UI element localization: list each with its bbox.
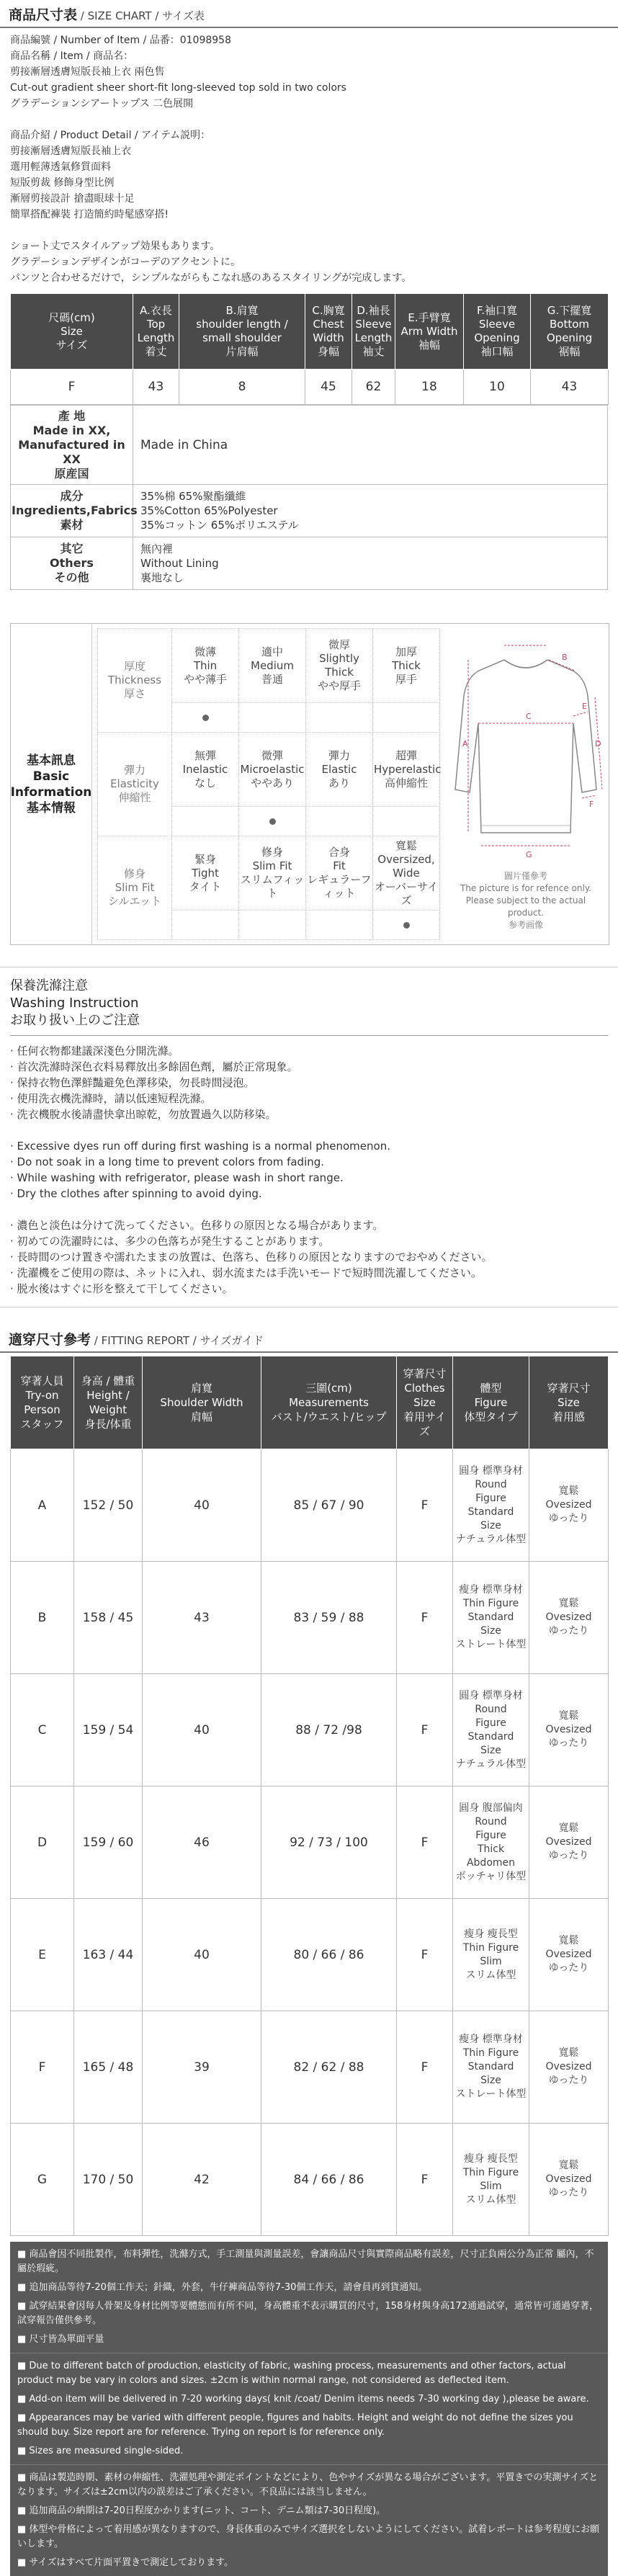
size-cell: 43: [133, 370, 179, 405]
product-line: パンツと合わせるだけで，シンプルながらもこなれ感のあるスタイリングが完成します。: [10, 272, 412, 284]
property-dot-cell: [239, 911, 306, 940]
fitting-row: [11, 1562, 609, 1674]
fitting-cell: 84 / 66 / 86: [261, 2124, 397, 2236]
origin-value: Made in China: [133, 406, 608, 485]
diagram-letter: B: [562, 653, 568, 662]
property-option: 緊身 Tight タイト: [172, 836, 239, 911]
caption-line: Please subject to the actual product.: [465, 895, 586, 918]
note-line: ■ Appearances may be varied with different people, figures and habits. Height and weight do not define the sizes you should buy. Size report are for reference. Trying on report is for reference only.: [17, 2412, 573, 2438]
property-option: 微彈 Microelastic ややあり: [239, 733, 306, 807]
property-option: 適中 Medium 普通: [239, 629, 306, 703]
washing-title-jp: お取り扱い上のご注意: [10, 1013, 140, 1028]
property-dot-cell: [172, 807, 239, 836]
fitting-header-cell: 三圍(cm) Measurements バスト/ウエスト/ヒップ: [261, 1356, 397, 1449]
fitting-cell: 40: [143, 1449, 261, 1562]
fitting-cell: E: [11, 1899, 74, 2011]
property-dot-cell: [373, 807, 440, 836]
property-dot-cell: [306, 807, 373, 836]
fitting-cell: 寬鬆 Ovesized ゆったり: [529, 2011, 609, 2124]
fitting-header-cell: 肩寬 Shoulder Width 肩幅: [143, 1356, 261, 1449]
fitting-cell: 159 / 60: [74, 1786, 143, 1899]
property-dot-cell: [306, 703, 373, 733]
fitting-cell: 82 / 62 / 88: [261, 2011, 397, 2124]
washing-en: [0, 1137, 618, 1203]
composition-value: [133, 485, 608, 537]
property-dot-cell: [239, 807, 306, 836]
note-line: ■ 商品會因不同批製作，布料彈性，洗滌方式，手工測量與測量誤差，會讓商品尺寸與實際商品略有誤差，尺寸正負兩公分為正常 屬內，不屬於瑕疵。: [17, 2249, 594, 2274]
basic-info-panel: [10, 623, 609, 945]
size-cell: 43: [531, 370, 609, 405]
size-cell: 45: [305, 370, 352, 405]
washing-line: · 洗濯機をご使用の際は、ネットに入れ、弱水流または手洗いモードで短時間洗濯してください。: [10, 1266, 482, 1279]
fitting-cell: F: [397, 1449, 453, 1562]
product-line: 商品名稱 / Item / 商品名：: [10, 50, 134, 62]
diagram-letter: D: [595, 739, 601, 748]
washing-line: · While washing with refrigerator, please wash in short range.: [10, 1171, 344, 1184]
property-option: 加厚 Thick 厚手: [373, 629, 440, 703]
note-line: ■ 商品は製造時期、素材の伸縮性、洗濯処理や測定ポイントなどにより、色やサイズが異なる場合がございます。平置きでの実測サイズとなります。サイズは±2cm以内の誤差はご了承ください。不良品には該当しません。: [17, 2472, 599, 2497]
product-description: [0, 31, 618, 287]
fitting-cell: 80 / 66 / 86: [261, 1899, 397, 2011]
fitting-cell: 158 / 45: [74, 1562, 143, 1674]
notes-zh: [10, 2242, 608, 2353]
washing-line: · 初めての洗濯時には、多少の色落ちが発生することがあります。: [10, 1235, 330, 1248]
others-label-zh: 其它: [60, 542, 84, 555]
fitting-cell: 40: [143, 1674, 261, 1786]
size-cell: 18: [395, 370, 464, 405]
origin-label-en: Made in XX, Manufactured in XX: [18, 423, 125, 466]
size-chart-title: [0, 0, 618, 28]
size-cell: 8: [179, 370, 305, 405]
fitting-cell: 163 / 44: [74, 1899, 143, 2011]
fitting-row: [11, 2124, 609, 2236]
property-grid: [97, 628, 440, 940]
property-option: 修身 Slim Fit スリムフィット: [239, 836, 306, 911]
note-line: ■ Sizes are measured single-sided.: [17, 2446, 184, 2456]
notes-jp: [10, 2465, 608, 2576]
washing-line: · 濃色と淡色は分けて洗ってください。色移りの原因となる場合があります。: [10, 1219, 384, 1232]
fitting-cell: G: [11, 2124, 74, 2236]
fitting-cell: 瘦身 瘦長型 Thin Figure Slim スリム体型: [453, 2124, 529, 2236]
size-header-cell: C.胸寬 Chest Width 身幅: [305, 294, 352, 370]
property-option: 超彈 Hyperelastic 高伸縮性: [373, 733, 440, 807]
product-line: [10, 223, 608, 238]
fitting-cell: F: [397, 2011, 453, 2124]
fitting-cell: 瘦身 瘦長型 Thin Figure Slim スリム体型: [453, 1899, 529, 2011]
fitting-cell: 寬鬆 Ovesized ゆったり: [529, 2124, 609, 2236]
washing-line: · 保持衣物色澤鮮豔避免色澤移染，勿長時間浸泡。: [10, 1076, 255, 1089]
fitting-report-title: [0, 1325, 618, 1353]
size-header-cell: A.衣長 Top Length 着丈: [133, 294, 179, 370]
others-zh: 無內裡: [140, 542, 174, 555]
note-line: ■ 試穿結果會因每人骨架及身材比例等要體態而有所不同，身高體重不表示購買的尺寸，158身材與身高172通過試穿，通常皆可通過穿著，試穿報告僅供參考。: [17, 2301, 599, 2326]
others-en: Without Lining: [140, 557, 219, 570]
fitting-cell: 圓身 標準身材 Round Figure Standard Size ナチュラル体型: [453, 1674, 529, 1786]
others-jp: 裏地なし: [140, 571, 184, 584]
property-option: 無彈 Inelastic なし: [172, 733, 239, 807]
fitting-cell: 寬鬆 Ovesized ゆったり: [529, 1674, 609, 1786]
washing-title-en: Washing Instruction: [10, 996, 139, 1011]
property-dot-cell: [172, 911, 239, 940]
washing-line: · 脱水後はすぐに形を整えて干してください。: [10, 1282, 233, 1295]
size-cell: 62: [352, 370, 395, 405]
note-line: ■ Add-on item will be delivered in 7-20 working days( knit /coat/ Denim items needs 7-30 working day ),please be aware.: [17, 2394, 589, 2405]
fitting-cell: 46: [143, 1786, 261, 1899]
size-table: [10, 293, 609, 405]
note-line: ■ Due to different batch of production, elasticity of fabric, washing process, measurements and other factors, actual product may be vary in colors and sizes. ±2cm is within normal range, not considered as deflected item.: [17, 2361, 566, 2386]
product-line: 簡單搭配褲裝 打造簡約時髦感穿搭!: [10, 209, 169, 220]
property-dot-cell: [172, 703, 239, 733]
note-line: ■ 追加商品の納期は7-20日程度かかります(ニット、コート、デニム類は7-30日程度)。: [17, 2505, 386, 2516]
caption-line: 圖片僅參考: [503, 871, 547, 881]
washing-line: · 洗衣機脫水後請盡快拿出晾乾，勿放置過久以防移染。: [10, 1108, 277, 1121]
fitting-cell: 寬鬆 Ovesized ゆったり: [529, 1786, 609, 1899]
size-header-cell: F.袖口寬 Sleeve Opening 袖口幅: [464, 294, 531, 370]
fitting-cell: D: [11, 1786, 74, 1899]
composition-row: [11, 485, 608, 537]
basic-info-label: 基本訊息 Basic Information 基本情報: [11, 624, 92, 944]
fitting-cell: 170 / 50: [74, 2124, 143, 2236]
product-line: 漸層剪接設計 搶盡眼球十足: [10, 193, 135, 205]
fitting-cell: 43: [143, 1562, 261, 1674]
product-line: 剪接漸層透膚短版長袖上衣 兩色售: [10, 66, 165, 78]
washing-title: [0, 967, 618, 1031]
origin-label: [11, 406, 133, 485]
size-table-header: [11, 294, 609, 370]
fitting-cell: F: [397, 1899, 453, 2011]
origin-row: [11, 406, 608, 485]
fitting-table-header: [11, 1356, 609, 1449]
diagram-letter: C: [526, 712, 532, 721]
washing-line: · Excessive dyes run off during first washing is a normal phenomenon.: [10, 1140, 390, 1153]
size-header-cell: D.袖長 Sleeve Length 袖丈: [352, 294, 395, 370]
property-dot-cell: [306, 911, 373, 940]
origin-label-jp: 原産国: [54, 466, 89, 480]
fitting-cell: 88 / 72 /98: [261, 1674, 397, 1786]
composition-en: 35%Cotton 65%Polyester: [140, 504, 278, 517]
composition-jp: 35%コットン 65%ポリエステル: [140, 519, 299, 532]
diagram-letter: E: [582, 702, 587, 711]
property-option: 彈力 Elastic あり: [306, 733, 373, 807]
composition-label: [11, 485, 138, 537]
others-row: [11, 537, 608, 590]
composition-zh: 35%棉 65%聚酯纖維: [140, 490, 246, 503]
composition-label-en: Ingredients,Fabrics: [12, 504, 138, 517]
origin-label-zh: 產 地: [58, 408, 86, 423]
washing-line: · 首次洗滌時深色衣料易釋放出多餘固色劑，屬於正常現象。: [10, 1060, 298, 1073]
others-value: [133, 537, 608, 590]
fitting-cell: F: [397, 1786, 453, 1899]
fitting-cell: 159 / 54: [74, 1674, 143, 1786]
property-label: 厚度 Thickness 厚さ: [98, 629, 172, 733]
fitting-cell: 165 / 48: [74, 2011, 143, 2124]
selected-dot-icon: [403, 922, 410, 929]
notes-panel: [10, 2242, 608, 2576]
fitting-cell: 39: [143, 2011, 261, 2124]
fitting-cell: F: [397, 1674, 453, 1786]
property-label: 修身 Slim Fit シルエット: [98, 836, 172, 940]
washing-zh: [0, 1042, 618, 1124]
fitting-row: [11, 1449, 609, 1562]
washing-line: · 使用洗衣機洗滌時，請以低速短程洗滌。: [10, 1092, 212, 1105]
property-dot-cell: [373, 703, 440, 733]
fitting-cell: 152 / 50: [74, 1449, 143, 1562]
property-dot-cell: [373, 911, 440, 940]
fitting-cell: 寬鬆 Ovesized ゆったり: [529, 1562, 609, 1674]
fitting-cell: F: [397, 2124, 453, 2236]
fitting-row: [11, 1674, 609, 1786]
size-row: [11, 370, 609, 405]
washing-line: · Do not soak in a long time to prevent colors from fading.: [10, 1155, 325, 1168]
selected-dot-icon: [202, 715, 209, 721]
note-line: ■ 尺寸皆為單面平量: [17, 2334, 104, 2345]
product-line: 短版剪裁 修飾身型比例: [10, 177, 115, 189]
property-row: [98, 733, 440, 807]
note-line: ■ 追加商品等待7-20個工作天；針織，外套，牛仔褲商品等待7-30個工作天，請會員再到貨通知。: [17, 2282, 428, 2293]
size-chart-subheading: / SIZE CHART / サイズ表: [77, 9, 205, 22]
fitting-row: [11, 2011, 609, 2124]
property-option: 微厚 Slightly Thick やや厚手: [306, 629, 373, 703]
fitting-cell: 83 / 59 / 88: [261, 1562, 397, 1674]
fitting-cell: 圓身 腹部偏肉 Round Figure Thick Abdomen ボッチャリ体型: [453, 1786, 529, 1899]
fitting-cell: 瘦身 標準身材 Thin Figure Standard Size ストレート体型: [453, 2011, 529, 2124]
fitting-cell: 寬鬆 Ovesized ゆったり: [529, 1899, 609, 2011]
sweater-diagram-icon: [447, 631, 605, 869]
size-header-cell: G.下擺寬 Bottom Opening 裾幅: [531, 294, 609, 370]
product-line: グラデーションデザインがコーデのアクセントに。: [10, 256, 241, 268]
diagram-letter: F: [589, 800, 594, 809]
fitting-cell: 42: [143, 2124, 261, 2236]
washing-jp: [0, 1216, 618, 1307]
fitting-header-cell: 穿著尺寸 Size 着用感: [529, 1356, 609, 1449]
product-line: [10, 112, 608, 128]
note-line: ■ サイズはすべて片面平置きで測定しております。: [17, 2557, 234, 2568]
washing-line: · 任何衣物都建議深淺色分開洗滌。: [10, 1045, 179, 1057]
property-label: 彈力 Elasticity 伸縮性: [98, 733, 172, 836]
product-line: ショート丈でスタイルアップ効果もあります。: [10, 241, 220, 252]
fitting-row: [11, 1786, 609, 1899]
note-line: ■ 体型や骨格によって着用感が異なりますので、身長体重のみでサイズ選択をしないようにしてください。試着レポートは参考程度にお願いします。: [17, 2524, 600, 2549]
fitting-cell: 圓身 標準身材 Round Figure Standard Size ナチュラル体型: [453, 1449, 529, 1562]
size-header-cell: B.肩寬 shoulder length / small shoulder 片肩幅: [179, 294, 305, 370]
fitting-row: [11, 1899, 609, 2011]
property-dot-cell: [239, 703, 306, 733]
property-option: 微薄 Thin やや薄手: [172, 629, 239, 703]
property-option: 寬鬆 Oversized, Wide オーバーサイズ: [373, 836, 440, 911]
others-label-en: Others: [50, 556, 94, 570]
fitting-cell: 瘦身 標準身材 Thin Figure Standard Size ストレート体型: [453, 1562, 529, 1674]
size-cell: F: [11, 370, 133, 405]
others-label-jp: その他: [54, 571, 89, 584]
fitting-report-heading: 適穿尺寸參考: [9, 1332, 91, 1348]
size-chart-heading: 商品尺寸表: [9, 7, 78, 23]
size-cell: 10: [464, 370, 531, 405]
composition-label-zh: 成分: [60, 489, 84, 503]
fitting-header-cell: 體型 Figure 体型タイプ: [453, 1356, 529, 1449]
fitting-cell: A: [11, 1449, 74, 1562]
product-info-table: [10, 405, 608, 590]
fitting-header-cell: 穿著人員 Try-on Person スタッフ: [11, 1356, 74, 1449]
washing-line: · Dry the clothes after spinning to avoid dying.: [10, 1187, 262, 1200]
selected-dot-icon: [269, 818, 276, 825]
fitting-cell: F: [397, 1562, 453, 1674]
others-label: [11, 537, 133, 590]
washing-line: · 長時間のつけ置きや濡れたままの放置は、色落ち、色移りの原因となりますのでおやめください。: [10, 1251, 493, 1264]
property-option: 合身 Fit レギュラーフィット: [306, 836, 373, 911]
fitting-cell: 85 / 67 / 90: [261, 1449, 397, 1562]
fitting-header-cell: 身高 / 體重 Height / Weight 身長/体重: [74, 1356, 143, 1449]
caption-line: The picture is for refence only.: [460, 883, 592, 893]
fitting-cell: 40: [143, 1899, 261, 2011]
fitting-table: [10, 1356, 609, 2236]
property-row: [98, 836, 440, 911]
washing-title-zh: 保養洗滌注意: [10, 978, 88, 993]
product-line: 商品介紹 / Product Detail / アイテム説明：: [10, 130, 211, 141]
caption-line: 参考画像: [508, 920, 543, 930]
fitting-cell: B: [11, 1562, 74, 1674]
fitting-cell: F: [11, 2011, 74, 2124]
fitting-header-cell: 穿著尺寸 Clothes Size 着用サイズ: [397, 1356, 453, 1449]
product-line: 商品編號 / Number of Item / 品番：01098958: [10, 35, 231, 46]
product-line: 選用輕薄透氣修質面料: [10, 161, 111, 173]
product-line: 剪接漸層透膚短版長袖上衣: [10, 146, 131, 157]
product-line: グラデーションシアートップス 二色展開: [10, 98, 194, 109]
notes-en: [10, 2353, 608, 2465]
fitting-cell: C: [11, 1674, 74, 1786]
reference-caption: [447, 870, 605, 931]
reference-diagram: [447, 631, 605, 934]
diagram-letter: G: [526, 850, 532, 859]
property-row: [98, 629, 440, 703]
composition-label-jp: 素材: [60, 518, 84, 532]
fitting-report-subheading: / FITTING REPORT / サイズガイド: [91, 1334, 264, 1347]
fitting-cell: 寬鬆 Ovesized ゆったり: [529, 1449, 609, 1562]
product-line: Cut-out gradient sheer short-fit long-sleeved top sold in two colors: [10, 82, 346, 94]
diagram-letter: A: [462, 739, 468, 748]
size-header-cell: 尺碼(cm) Size サイズ: [11, 294, 133, 370]
fitting-cell: 92 / 73 / 100: [261, 1786, 397, 1899]
size-header-cell: E.手臂寬 Arm Width 袖幅: [395, 294, 464, 370]
